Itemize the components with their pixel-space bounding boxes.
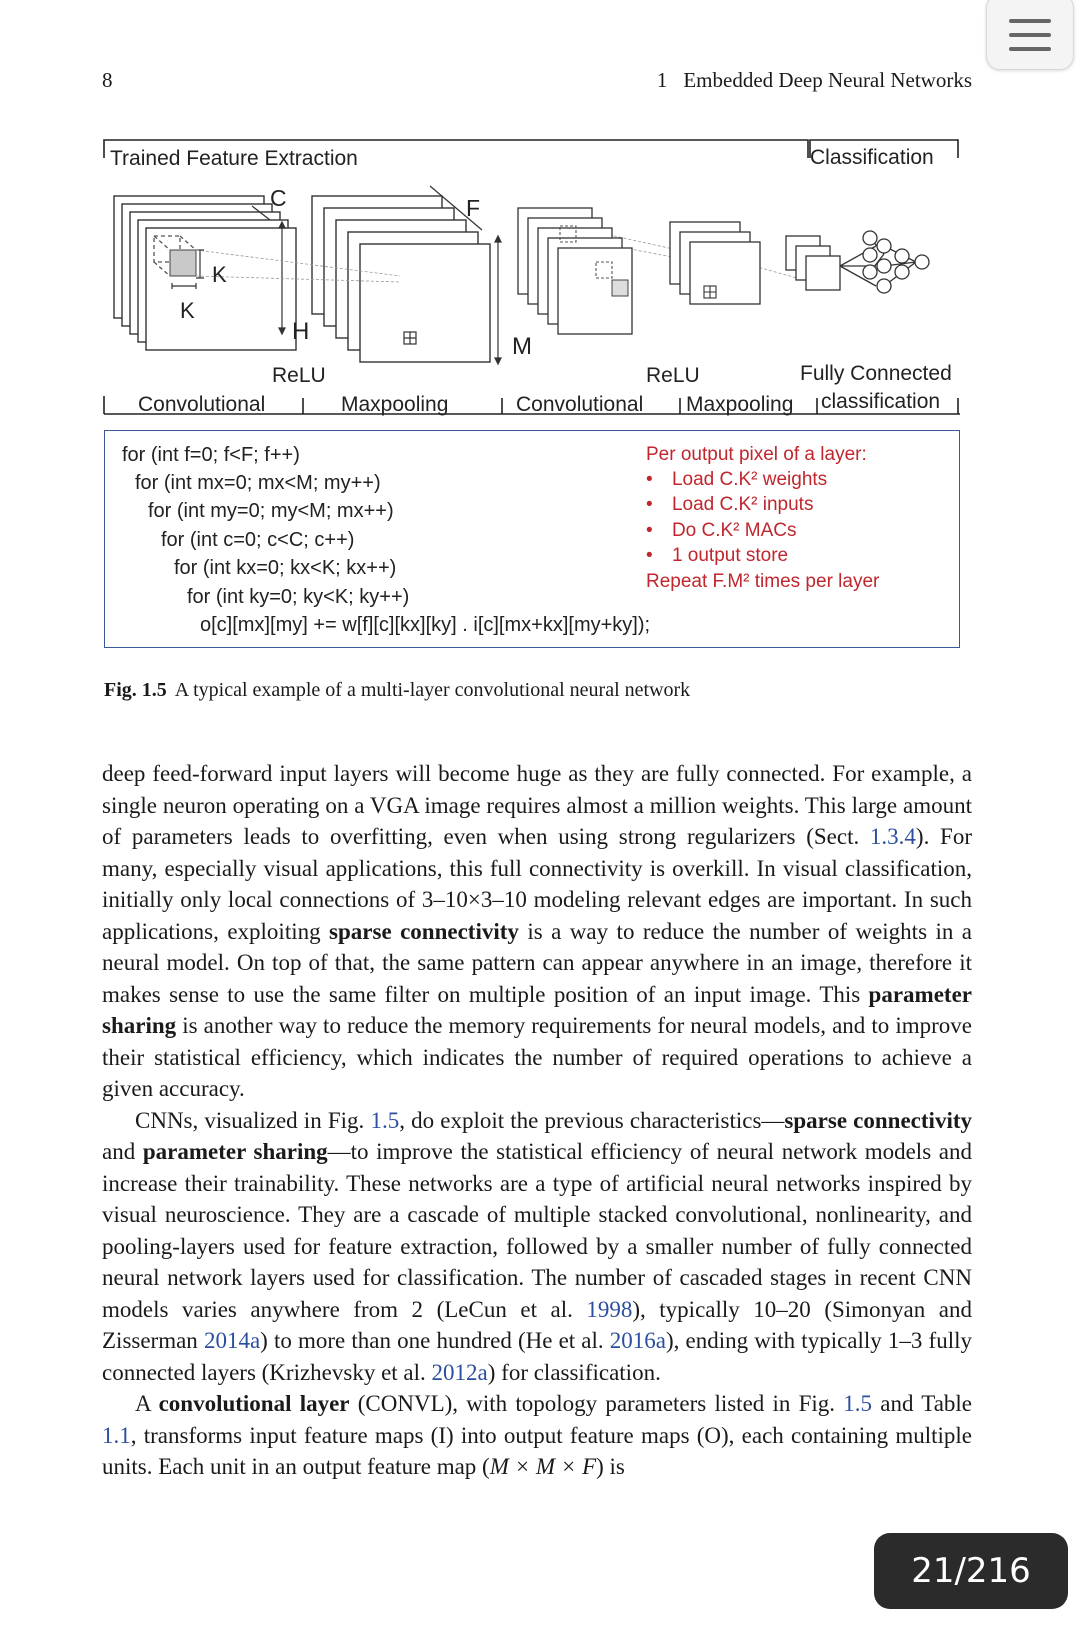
stage-label: Maxpooling bbox=[341, 393, 449, 416]
code-line: for (int ky=0; ky<K; ky++) bbox=[187, 586, 410, 608]
code-line: for (int kx=0; kx<K; kx++) bbox=[174, 557, 397, 579]
note-bullet: • Do C.K² MACs bbox=[646, 520, 797, 541]
figure-link[interactable]: 1.5 bbox=[843, 1391, 873, 1416]
stage-label: Maxpooling bbox=[686, 393, 794, 416]
notes-footer: Repeat F.M² times per layer bbox=[646, 571, 880, 592]
citation-link[interactable]: 1998 bbox=[586, 1296, 633, 1322]
note-bullet: • 1 output store bbox=[646, 545, 789, 566]
k-vertical-label: K bbox=[212, 262, 227, 287]
stage-label: Convolutional bbox=[138, 393, 266, 416]
code-line: o[c][mx][my] += w[f][c][kx][ky] . i[c][mx+kx][my+ky]); bbox=[200, 614, 651, 636]
c-label: C bbox=[270, 185, 287, 211]
citation-link[interactable]: 2014a bbox=[203, 1328, 261, 1353]
stage-label: Convolutional bbox=[516, 393, 644, 416]
notes-title: Per output pixel of a layer: bbox=[646, 444, 867, 465]
classification-label: Classification bbox=[810, 146, 934, 169]
feature-extraction-label: Trained Feature Extraction bbox=[110, 147, 358, 170]
h-label: H bbox=[292, 318, 310, 345]
code-line: for (int my=0; my<M; mx++) bbox=[148, 500, 394, 522]
paragraph: CNNs, visualized in Fig. 1.5, do exploit the previous characteristics—sparse connectivity and parameter sharing—to improve the statistical efficiency of neural network models and increase their trainability. These networks are a type of artificial neural networks inspired by visual neuroscience. They are a cascade of multiple stacked convolutional, nonlinearity, and pooling-layers used for feature extraction, followed by a smaller number of fully connected neural network layers used for classification. The number of cascaded stages in recent CNN models varies anywhere from 2 (LeCun et al. 1998), typically 10–20 (Simonyan and Zisserman 2014a) to more than one hundred (He et al. 2016a), ending with typically 1–3 fully connected layers (Krizhevsky et al. 2012a) for classification. bbox=[102, 1107, 972, 1385]
paragraph: A convolutional layer (CONVL), with topology parameters listed in Fig. 1.5 and Table 1.1, transforms input feature maps (I) into output feature maps (O), each containing multiple units. Each unit in an output feature map (M × M × F) is bbox=[102, 1391, 972, 1479]
caption-text: A typical example of a multi-layer convolutional neural network bbox=[174, 679, 691, 701]
code-line: for (int mx=0; mx<M; my++) bbox=[135, 472, 381, 494]
m-label: M bbox=[512, 333, 532, 360]
page-number: 8 bbox=[102, 68, 113, 92]
relu-label-1: ReLU bbox=[272, 364, 326, 387]
relu-label-2: ReLU bbox=[646, 364, 700, 387]
k-horizontal-label: K bbox=[180, 298, 195, 323]
figure-link[interactable]: 1.5 bbox=[370, 1107, 400, 1133]
fully-connected-label: Fully Connected bbox=[800, 362, 952, 385]
f-label: F bbox=[466, 195, 481, 221]
figure-caption bbox=[104, 679, 690, 702]
stage-label: classification bbox=[821, 390, 941, 413]
note-bullet: • Load C.K² weights bbox=[646, 469, 828, 490]
page-counter[interactable]: 21/216 bbox=[874, 1533, 1068, 1609]
chapter-title: Embedded Deep Neural Networks bbox=[683, 68, 972, 92]
note-bullet: • Load C.K² inputs bbox=[646, 494, 814, 515]
code-line: for (int c=0; c<C; c++) bbox=[161, 529, 355, 551]
table-link[interactable]: 1.1 bbox=[102, 1422, 131, 1448]
section-link[interactable]: 1.3.4 bbox=[869, 824, 916, 849]
chapter-number: 1 bbox=[656, 68, 668, 92]
code-line: for (int f=0; f<F; f++) bbox=[122, 444, 300, 466]
citation-link[interactable]: 2012a bbox=[431, 1359, 488, 1385]
paragraph: deep feed-forward input layers will become huge as they are fully connected. For example, a single neuron operating on a VGA image requires almost a million weights. This large amount of parameters leads to overfitting, even when using strong regularizers (Sect. 1.3.4). For many, especially visual applications, this full connectivity is overkill. In visual classification, initially only local connections of 3–10×3–10 modeling relevant edges are important. In such applications, exploiting sparse connectivity is a way to reduce the number of weights in a neural model. On top of that, the same pattern can appear anywhere in an image, therefore it makes sense to use the same filter on multiple position of an input image. This parameter sharing is another way to reduce the memory requirements for neural models, and to improve their statistical efficiency, which indicates the number of required operations to achieve a given accuracy. bbox=[102, 761, 973, 1101]
citation-link[interactable]: 2016a bbox=[609, 1328, 666, 1353]
body-text bbox=[102, 758, 972, 1483]
caption-label: Fig. 1.5 bbox=[104, 679, 167, 701]
